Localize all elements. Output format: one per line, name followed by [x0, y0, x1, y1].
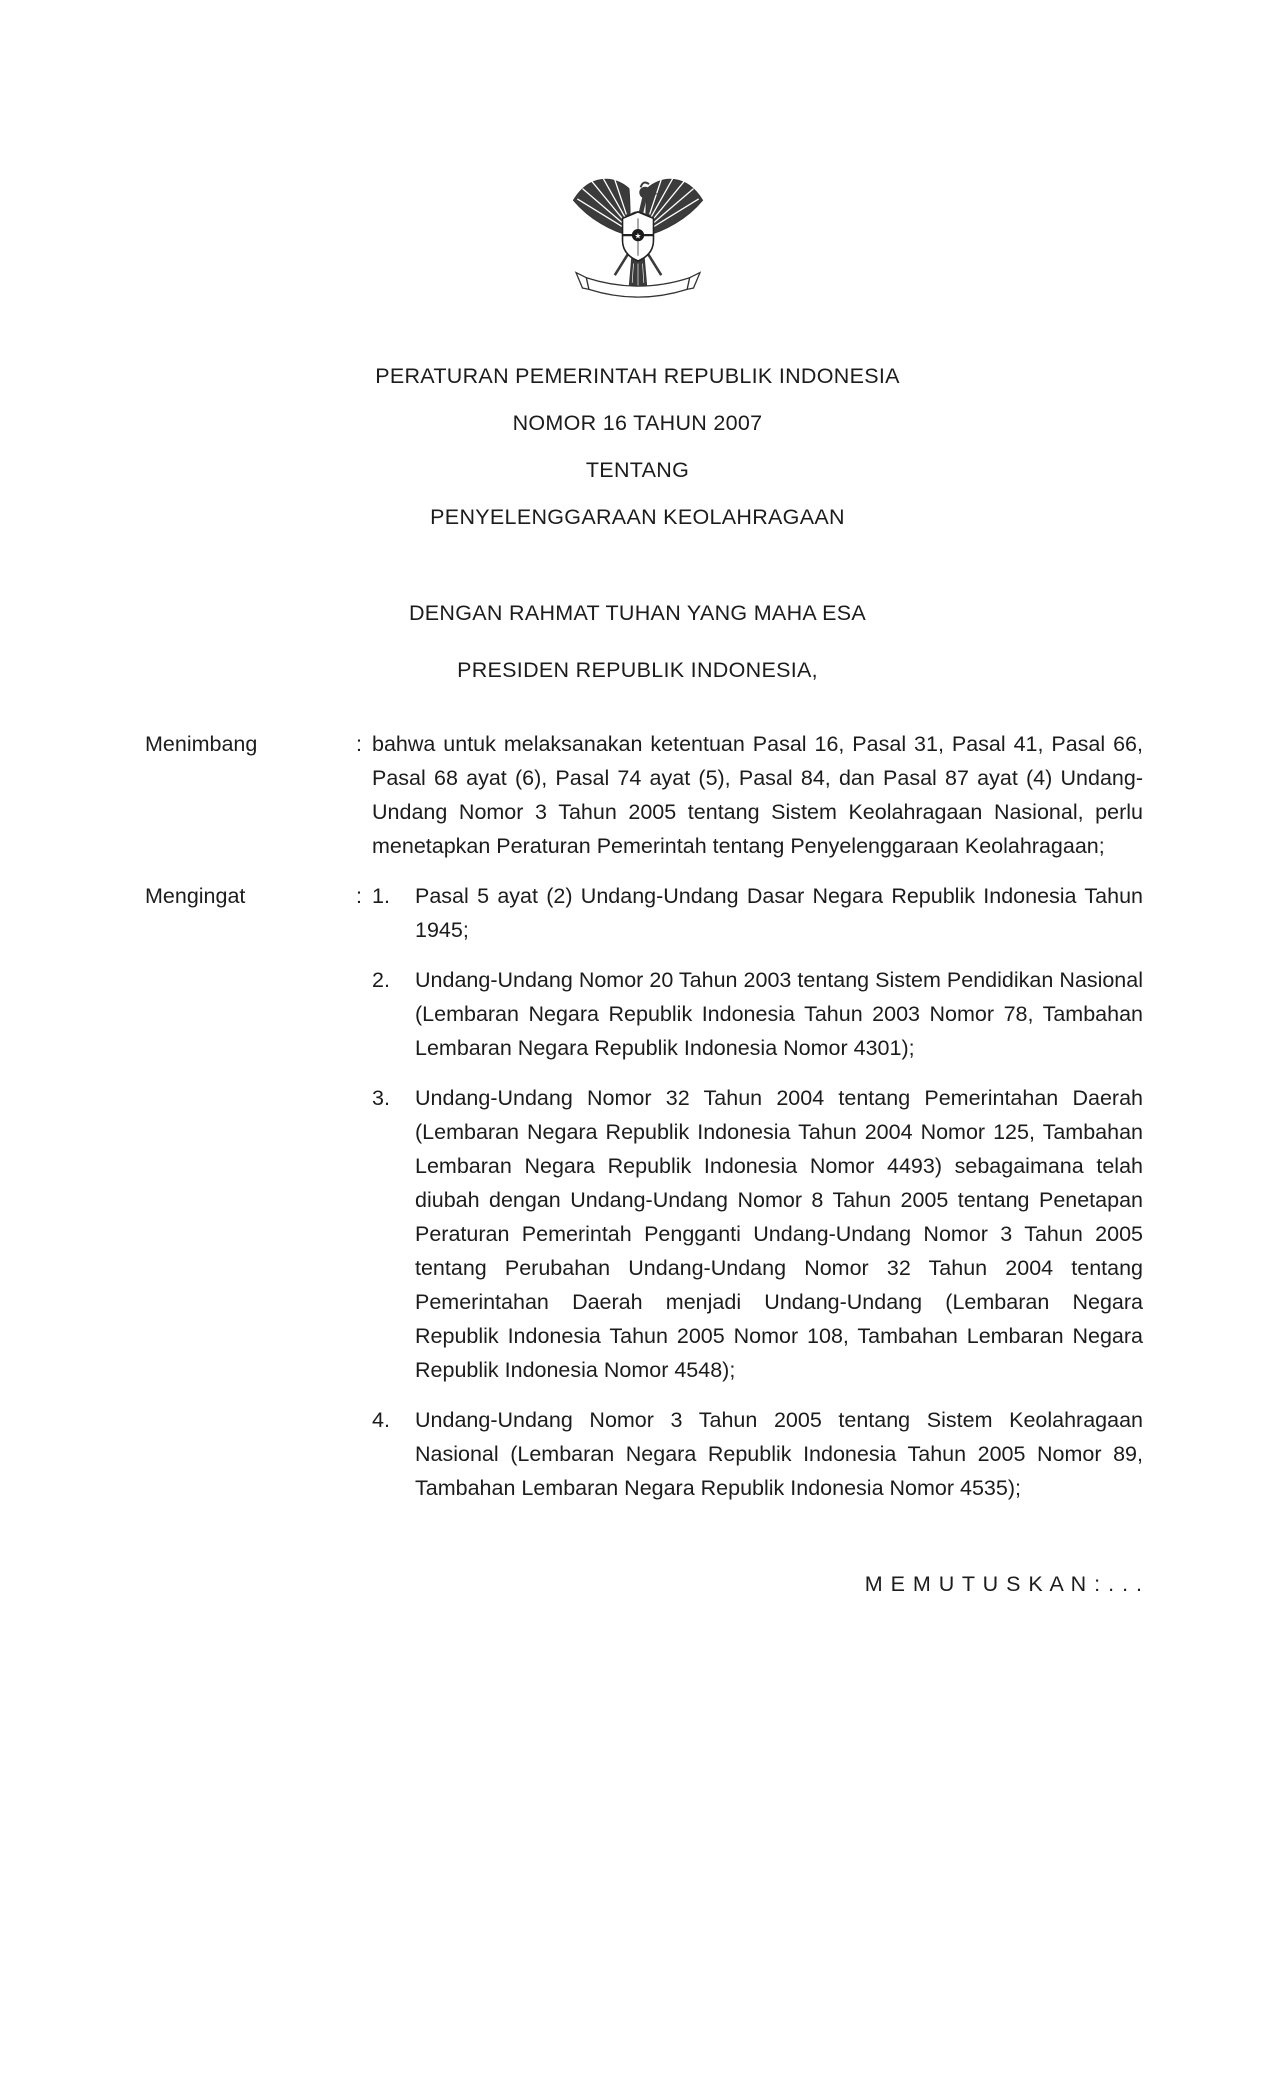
- item-text: Pasal 5 ayat (2) Undang-Undang Dasar Negara Republik Indonesia Tahun 1945;: [415, 884, 1143, 942]
- document-body: [0, 727, 1275, 1601]
- salutation-block: [0, 596, 1275, 687]
- item-text: Undang-Undang Nomor 20 Tahun 2003 tentang Sistem Pendidikan Nasional (Lembaran Negara Republik Indonesia Tahun 2003 Nomor 78, Tambahan Lembaran Negara Republik Indonesia Nomor 4301);: [415, 968, 1143, 1060]
- tentang-label: TENTANG: [585, 458, 690, 482]
- mengingat-label: Mengingat: [145, 884, 246, 908]
- title-block: [0, 359, 1275, 534]
- regulation-number: NOMOR 16 TAHUN 2007: [512, 411, 763, 435]
- svg-text:★: ★: [634, 231, 641, 241]
- item-number: 4.: [372, 1408, 390, 1432]
- section-menimbang: [145, 727, 1143, 863]
- item-number: 1.: [372, 884, 390, 908]
- legal-item-3: [372, 1081, 1143, 1387]
- mengingat-content: [372, 879, 1143, 1505]
- menimbang-label: Menimbang: [145, 732, 258, 756]
- regulation-subject: PENYELENGGARAAN KEOLAHRAGAAN: [430, 505, 845, 529]
- memutuskan-catchword: M E M U T U S K A N : . . .: [864, 1572, 1143, 1596]
- menimbang-content: [372, 727, 1143, 863]
- grace-line: DENGAN RAHMAT TUHAN YANG MAHA ESA: [408, 601, 867, 625]
- legal-item-1: [372, 879, 1143, 947]
- menimbang-text: bahwa untuk melaksanakan ketentuan Pasal 16, Pasal 31, Pasal 41, Pasal 66, Pasal 68 ayat (6), Pasal 74 ayat (5), Pasal 84, dan Pasal 87 ayat (4) Undang-Undang Nomor 3 Tahun 2005 tentang Sistem Keolahragaan Nasional, perlu menetapkan Peraturan Pemerintah tentang Penyelenggaraan Keolahragaan;: [372, 732, 1143, 858]
- item-text: Undang-Undang Nomor 3 Tahun 2005 tentang Sistem Keolahragaan Nasional (Lembaran Negara Republik Indonesia Tahun 2005 Nomor 89, Tambahan Lembaran Negara Republik Indonesia Nomor 4535);: [415, 1408, 1143, 1500]
- mengingat-colon: :: [356, 884, 362, 908]
- president-line: PRESIDEN REPUBLIK INDONESIA,: [457, 658, 818, 682]
- menimbang-colon: :: [356, 732, 362, 756]
- item-text: Undang-Undang Nomor 32 Tahun 2004 tentang Pemerintahan Daerah (Lembaran Negara Republik Indonesia Tahun 2004 Nomor 125, Tambahan Lembaran Negara Republik Indonesia Nomor 4493) sebagaimana telah diubah dengan Undang-Undang Nomor 8 Tahun 2005 tentang Penetapan Peraturan Pemerintah Pengganti Undang-Undang Nomor 3 Tahun 2005 tentang Perubahan Undang-Undang Nomor 32 Tahun 2004 tentang Pemerintahan Daerah menjadi Undang-Undang (Lembaran Negara Republik Indonesia Tahun 2005 Nomor 108, Tambahan Lembaran Negara Republik Indonesia Nomor 4548);: [415, 1086, 1143, 1382]
- legal-item-4: [372, 1403, 1143, 1505]
- regulation-title: PERATURAN PEMERINTAH REPUBLIK INDONESIA: [375, 364, 900, 388]
- garuda-pancasila-icon: [567, 155, 709, 323]
- legal-item-2: [372, 963, 1143, 1065]
- emblem-container: [0, 0, 1275, 323]
- item-number: 3.: [372, 1086, 390, 1110]
- section-mengingat: [145, 879, 1143, 1505]
- item-number: 2.: [372, 968, 390, 992]
